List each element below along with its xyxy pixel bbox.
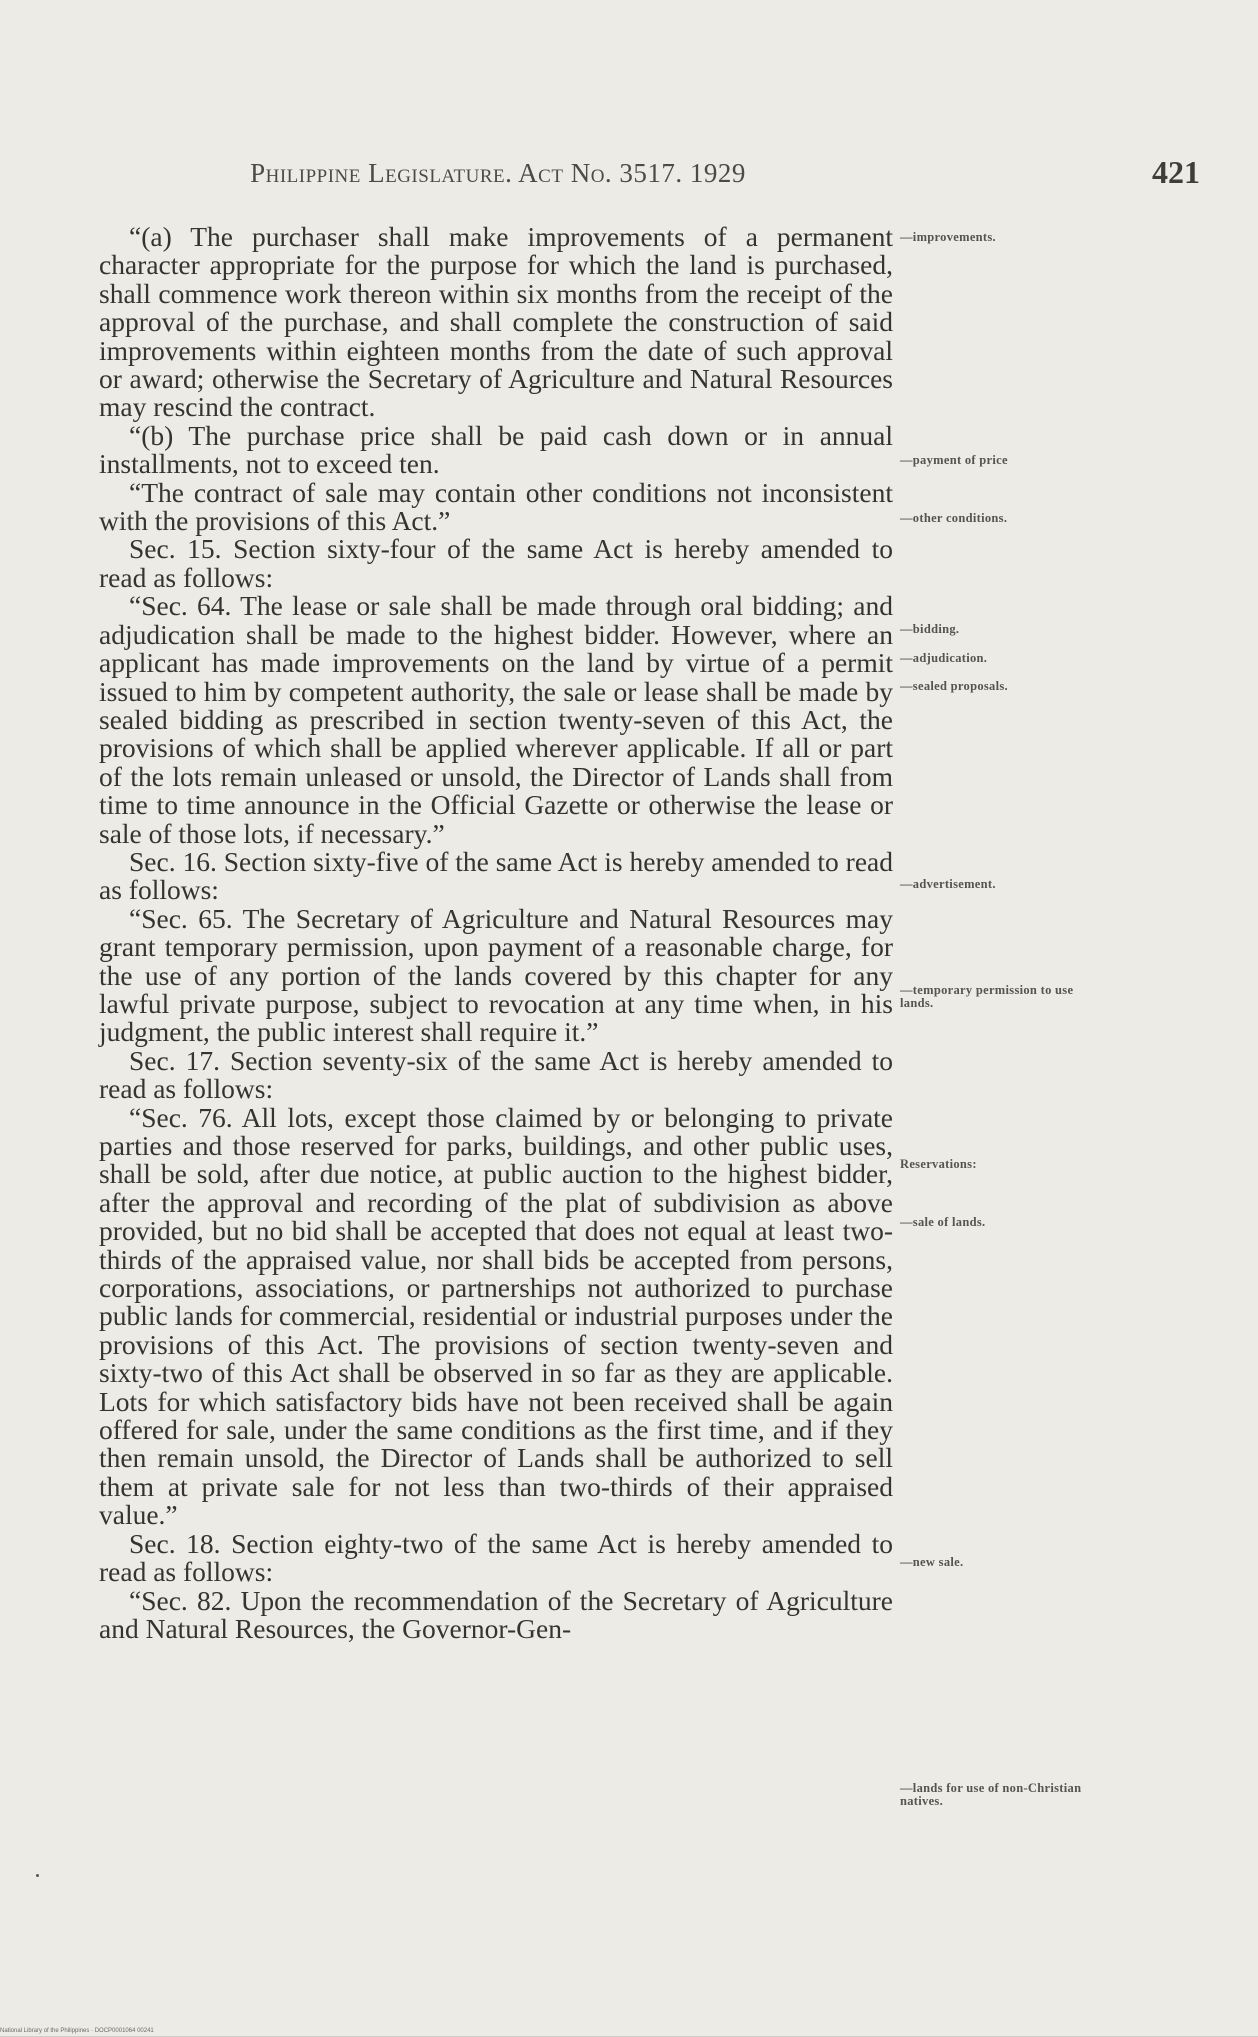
scan-speck — [36, 1874, 39, 1877]
margin-note-improvements: —improvements. — [900, 230, 996, 244]
section-18: Sec. 18. Section eighty-two of the same Act is hereby amended to read as follows: — [99, 1527, 893, 1588]
margin-note-temporary-permission: —temporary permission to use lands. — [900, 983, 1074, 1010]
margin-note-conditions: —other conditions. — [900, 511, 1008, 525]
footer-credit: National Library of the Philippines · DOCP0001064 00241 — [0, 2028, 154, 2034]
margin-note-bidding: —bidding. — [900, 622, 960, 636]
margin-note-reservations: Reservations: — [900, 1157, 977, 1171]
section-15: Sec. 15. Section sixty-four of the same Act is hereby amended to read as follows: — [99, 533, 893, 593]
margin-note-advertisement: —advertisement. — [900, 877, 996, 891]
paragraph-a: “(a) The purchaser shall make improvements of a permanent character appropriate for the purpose for which the land is purchased, shall commence work thereon within six months from the receipt of the approval of the purchase, and shall complete the construction of said improvements within eighteen months from the date of such approval or award; otherwise the Secretary of Agriculture and Natural Resources may rescind the contract. — [99, 221, 893, 423]
section-65: “Sec. 65. The Secretary of Agriculture and Natural Resources may grant temporary permission, upon payment of a reasonable charge, for the use of any portion of the lands covered by this chapter for any lawful private purpose, subject to revocation at any time when, in his judgment, the public interest shall require it.” — [99, 902, 893, 1048]
section-64: “Sec. 64. The lease or sale shall be made through oral bidding; and adjudication shall be made to the highest bidder. However, where an applicant has made improvements on the land by virtue of a permit issued to him by competent authority, the sale or lease shall be made by sealed bidding as prescribed in section twenty-seven of this Act, the provisions of which shall be applied wherever applicable. If all or part of the lots remain unleased or unsold, the Director of Lands shall from time to time announce in the Official Gazette or otherwise the lease or sale of those lots, if necessary.” — [99, 590, 893, 849]
section-17: Sec. 17. Section seventy-six of the same Act is hereby amended to read as follows: — [99, 1044, 893, 1105]
section-16: Sec. 16. Section sixty-five of the same Act is hereby amended to read as follows: — [99, 845, 893, 906]
running-head: Philippine Legislature. Act No. 3517. 1929 — [250, 158, 746, 188]
margin-note-payment: —payment of price — [900, 453, 1008, 467]
section-76: “Sec. 76. All lots, except those claimed by or belonging to private parties and those reserved for parks, buildings, and other public uses, shall be sold, after due notice, at public auction to the highest bidder, after the approval and recording of the plat of subdivision as above provided, but no bid shall be accepted that does not equal at least two-thirds of the appraised value, nor shall bids be accepted from persons, corporations, associations, or partnerships not authorized to purchase public lands for commercial, residential or industrial purposes under the provisions of this Act. The provisions of section twenty-seven and sixty-two of this Act shall be observed in so far as they are applicable. Lots for which satisfactory bids have not been received shall be again offered for sale, under the same conditions as the first time, and if they then remain unsold, the Director of Lands shall be authorized to sell them at private sale for not less than two-thirds of their appraised value.” — [99, 1101, 893, 1531]
margin-note-non-christian-lands: —lands for use of non-Christian natives. — [900, 1781, 1082, 1808]
section-82: “Sec. 82. Upon the recommendation of the Secretary of Agriculture and Natural Resources, the Governor-Gen- — [99, 1584, 893, 1644]
paragraph-contract: “The contract of sale may contain other conditions not inconsistent with the provisions of this Act.” — [99, 476, 893, 537]
margin-note-sealed-proposals: —sealed proposals. — [900, 679, 1008, 693]
paragraph-b: “(b) The purchase price shall be paid cash down or in annual installments, not to exceed ten. — [99, 419, 893, 480]
page-number: 421 — [1152, 154, 1200, 190]
margin-note-sale-of-lands: —sale of lands. — [900, 1215, 986, 1229]
margin-note-new-sale: —new sale. — [900, 1555, 964, 1569]
body-text — [99, 223, 893, 1643]
margin-note-adjudication: —adjudication. — [900, 651, 988, 665]
